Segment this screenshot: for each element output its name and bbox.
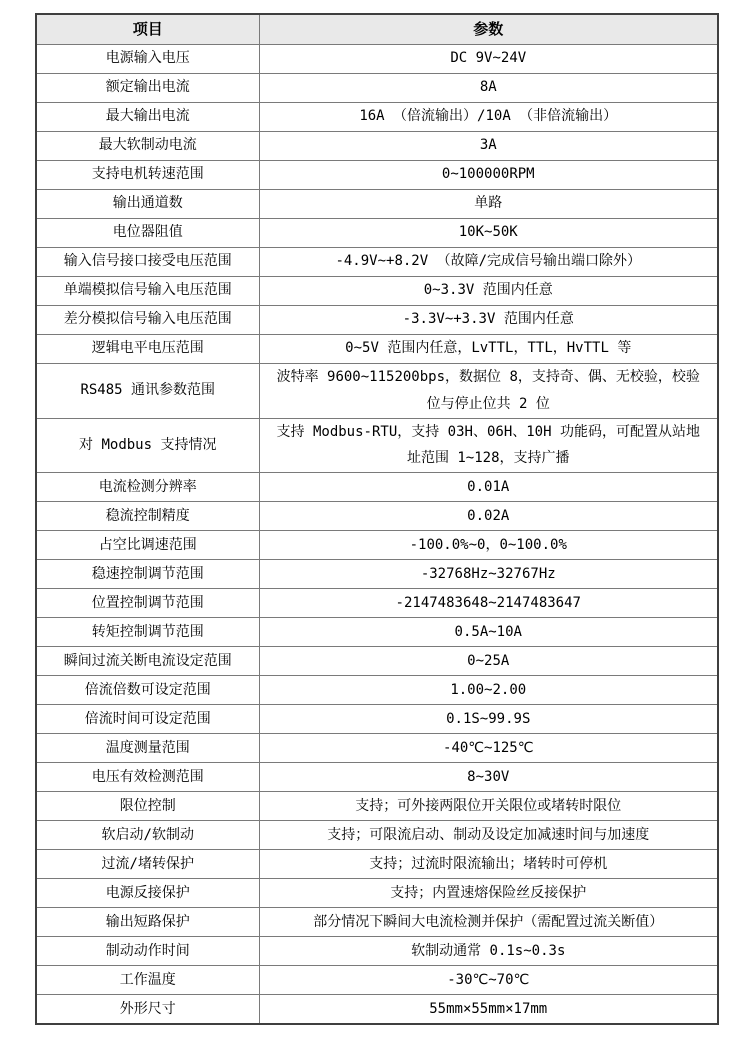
table-row — [36, 102, 718, 131]
table-row — [36, 473, 718, 502]
param-cell: 软制动通常 0.1s~0.3s — [259, 937, 718, 966]
item-cell: 电压有效检测范围 — [36, 763, 259, 792]
item-cell: 电位器阻值 — [36, 218, 259, 247]
spec-table-body — [36, 44, 718, 1024]
param-cell: 单路 — [259, 189, 718, 218]
table-row — [36, 247, 718, 276]
item-cell: 逻辑电平电压范围 — [36, 334, 259, 363]
table-row — [36, 160, 718, 189]
param-cell: 10K~50K — [259, 218, 718, 247]
param-cell: 0~3.3V 范围内任意 — [259, 276, 718, 305]
param-cell: 支持 Modbus-RTU，支持 03H、06H、10H 功能码，可配置从站地址范围 1~128，支持广播 — [259, 418, 718, 473]
table-row — [36, 531, 718, 560]
column-header-item: 项目 — [36, 14, 259, 44]
table-row — [36, 966, 718, 995]
table-row — [36, 647, 718, 676]
item-cell: 对 Modbus 支持情况 — [36, 418, 259, 473]
param-cell: 0~100000RPM — [259, 160, 718, 189]
param-cell: -30℃~70℃ — [259, 966, 718, 995]
table-row — [36, 189, 718, 218]
item-cell: 额定输出电流 — [36, 73, 259, 102]
table-row — [36, 363, 718, 418]
item-cell: 占空比调速范围 — [36, 531, 259, 560]
param-cell: -40℃~125℃ — [259, 734, 718, 763]
header-row — [36, 14, 718, 44]
item-cell: 电源反接保护 — [36, 879, 259, 908]
table-row — [36, 705, 718, 734]
table-row — [36, 618, 718, 647]
table-row — [36, 73, 718, 102]
param-cell: 支持；可限流启动、制动及设定加减速时间与加速度 — [259, 821, 718, 850]
param-cell: 支持；内置速熔保险丝反接保护 — [259, 879, 718, 908]
table-row — [36, 560, 718, 589]
table-row — [36, 821, 718, 850]
table-row — [36, 218, 718, 247]
table-row — [36, 305, 718, 334]
item-cell: 过流/堵转保护 — [36, 850, 259, 879]
table-row — [36, 792, 718, 821]
table-row — [36, 589, 718, 618]
column-header-param: 参数 — [259, 14, 718, 44]
item-cell: 最大软制动电流 — [36, 131, 259, 160]
item-cell: 输入信号接口接受电压范围 — [36, 247, 259, 276]
spec-table-header — [36, 14, 718, 44]
item-cell: 温度测量范围 — [36, 734, 259, 763]
item-cell: 单端模拟信号输入电压范围 — [36, 276, 259, 305]
item-cell: 位置控制调节范围 — [36, 589, 259, 618]
item-cell: 支持电机转速范围 — [36, 160, 259, 189]
param-cell: 3A — [259, 131, 718, 160]
table-row — [36, 995, 718, 1024]
item-cell: 制动动作时间 — [36, 937, 259, 966]
item-cell: 电源输入电压 — [36, 44, 259, 73]
param-cell: DC 9V~24V — [259, 44, 718, 73]
item-cell: 最大输出电流 — [36, 102, 259, 131]
param-cell: 0.02A — [259, 502, 718, 531]
table-row — [36, 937, 718, 966]
item-cell: 工作温度 — [36, 966, 259, 995]
table-row — [36, 44, 718, 73]
item-cell: 软启动/软制动 — [36, 821, 259, 850]
item-cell: 输出短路保护 — [36, 908, 259, 937]
param-cell: 8~30V — [259, 763, 718, 792]
param-cell: 0.1S~99.9S — [259, 705, 718, 734]
spec-table — [35, 13, 719, 1025]
param-cell: 部分情况下瞬间大电流检测并保护（需配置过流关断值） — [259, 908, 718, 937]
item-cell: 转矩控制调节范围 — [36, 618, 259, 647]
item-cell: 倍流时间可设定范围 — [36, 705, 259, 734]
param-cell: 16A （倍流输出）/10A （非倍流输出） — [259, 102, 718, 131]
item-cell: 稳流控制精度 — [36, 502, 259, 531]
param-cell: 0~25A — [259, 647, 718, 676]
table-row — [36, 276, 718, 305]
table-row — [36, 131, 718, 160]
item-cell: 电流检测分辨率 — [36, 473, 259, 502]
table-row — [36, 502, 718, 531]
table-row — [36, 763, 718, 792]
item-cell: 输出通道数 — [36, 189, 259, 218]
table-row — [36, 850, 718, 879]
table-row — [36, 676, 718, 705]
item-cell: RS485 通讯参数范围 — [36, 363, 259, 418]
param-cell: -32768Hz~32767Hz — [259, 560, 718, 589]
item-cell: 外形尺寸 — [36, 995, 259, 1024]
table-row — [36, 734, 718, 763]
param-cell: 支持；可外接两限位开关限位或堵转时限位 — [259, 792, 718, 821]
item-cell: 限位控制 — [36, 792, 259, 821]
table-row — [36, 879, 718, 908]
item-cell: 倍流倍数可设定范围 — [36, 676, 259, 705]
table-row — [36, 334, 718, 363]
item-cell: 瞬间过流关断电流设定范围 — [36, 647, 259, 676]
item-cell: 稳速控制调节范围 — [36, 560, 259, 589]
param-cell: 8A — [259, 73, 718, 102]
param-cell: 支持；过流时限流输出；堵转时可停机 — [259, 850, 718, 879]
param-cell: -2147483648~2147483647 — [259, 589, 718, 618]
param-cell: 1.00~2.00 — [259, 676, 718, 705]
param-cell: 0~5V 范围内任意，LvTTL，TTL，HvTTL 等 — [259, 334, 718, 363]
param-cell: -3.3V~+3.3V 范围内任意 — [259, 305, 718, 334]
param-cell: 0.01A — [259, 473, 718, 502]
table-row — [36, 908, 718, 937]
param-cell: 55mm×55mm×17mm — [259, 995, 718, 1024]
param-cell: -100.0%~0，0~100.0% — [259, 531, 718, 560]
param-cell: -4.9V~+8.2V （故障/完成信号输出端口除外） — [259, 247, 718, 276]
item-cell: 差分模拟信号输入电压范围 — [36, 305, 259, 334]
param-cell: 波特率 9600~115200bps，数据位 8，支持奇、偶、无校验，校验位与停止位共 2 位 — [259, 363, 718, 418]
param-cell: 0.5A~10A — [259, 618, 718, 647]
table-row — [36, 418, 718, 473]
